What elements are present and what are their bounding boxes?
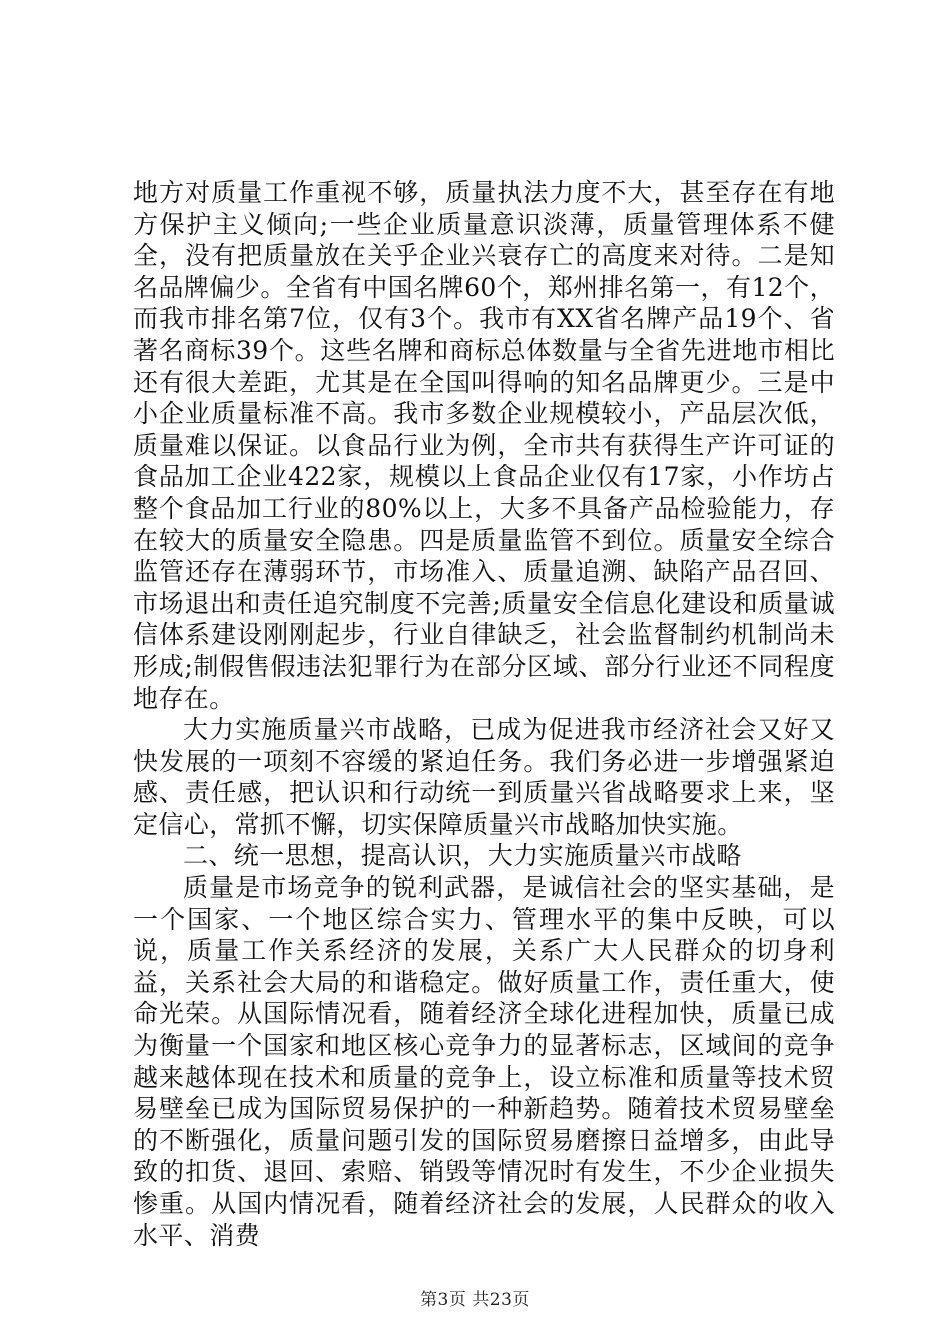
document-body (133, 177, 835, 1251)
section-heading: 二、统一思想，提高认识，大力实施质量兴市战略 (183, 841, 742, 871)
paragraph-quality-importance: 质量是市场竞争的锐利武器，是诚信社会的坚实基础，是一个国家、一个地区综合实力、管理水平的集中反映，可以说，质量工作关系经济的发展，关系广大人民群众的切身利益，关系社会大局的和谐稳定。做好质量工作，责任重大，使命光荣。从国际情况看，随着经济全球化进程加快，质量已成为衡量一个国家和地区核心竞争力的显著标志，区域间的竞争越来越体现在技术和质量的竞争上，设立标准和质量等技术贸易壁垒已成为国际贸易保护的一种新趋势。随着技术贸易壁垒的不断强化，质量问题引发的国际贸易磨擦日益增多，由此导致的扣货、退回、索赔、销毁等情况时有发生，不少企业损失惨重。从国内情况看，随着经济社会的发展，人民群众的收入水平、消费 (133, 873, 835, 1250)
paragraph-urgent-task: 大力实施质量兴市战略，已成为促进我市经济社会又好又快发展的一项刻不容缓的紧迫任务。我们务必进一步增强紧迫感、责任感，把认识和行动统一到质量兴省战略要求上来，坚定信心，常抓不懈，切实保障质量兴市战略加快实施。 (133, 715, 835, 839)
page-footer: 第3页 共23页 (420, 1290, 530, 1310)
paragraph-problems: 地方对质量工作重视不够，质量执法力度不大，甚至存在有地方保护主义倾向;一些企业质量意识淡薄，质量管理体系不健全，没有把质量放在关乎企业兴衰存亡的高度来对待。二是知名品牌偏少。全省有中国名牌60个，郑州排名第一，有12个，而我市排名第7位，仅有3个。我市有XX省名牌产品19个、省著名商标39个。这些名牌和商标总体数量与全省先进地市相比还有很大差距，尤其是在全国叫得响的知名品牌更少。三是中小企业质量标准不高。我市多数企业规模较小，产品层次低，质量难以保证。以食品行业为例，全市共有获得生产许可证的食品加工企业422家，规模以上食品企业仅有17家，小作坊占整个食品加工行业的80%以上，大多不具备产品检验能力，存在较大的质量安全隐患。四是质量监管不到位。质量安全综合监管还存在薄弱环节，市场准入、质量追溯、缺陷产品召回、市场退出和责任追究制度不完善;质量安全信息化建设和质量诚信体系建设刚刚起步，行业自律缺乏，社会监督制约机制尚未形成;制假售假违法犯罪行为在部分区域、部分行业还不同程度地存在。 (133, 178, 835, 713)
